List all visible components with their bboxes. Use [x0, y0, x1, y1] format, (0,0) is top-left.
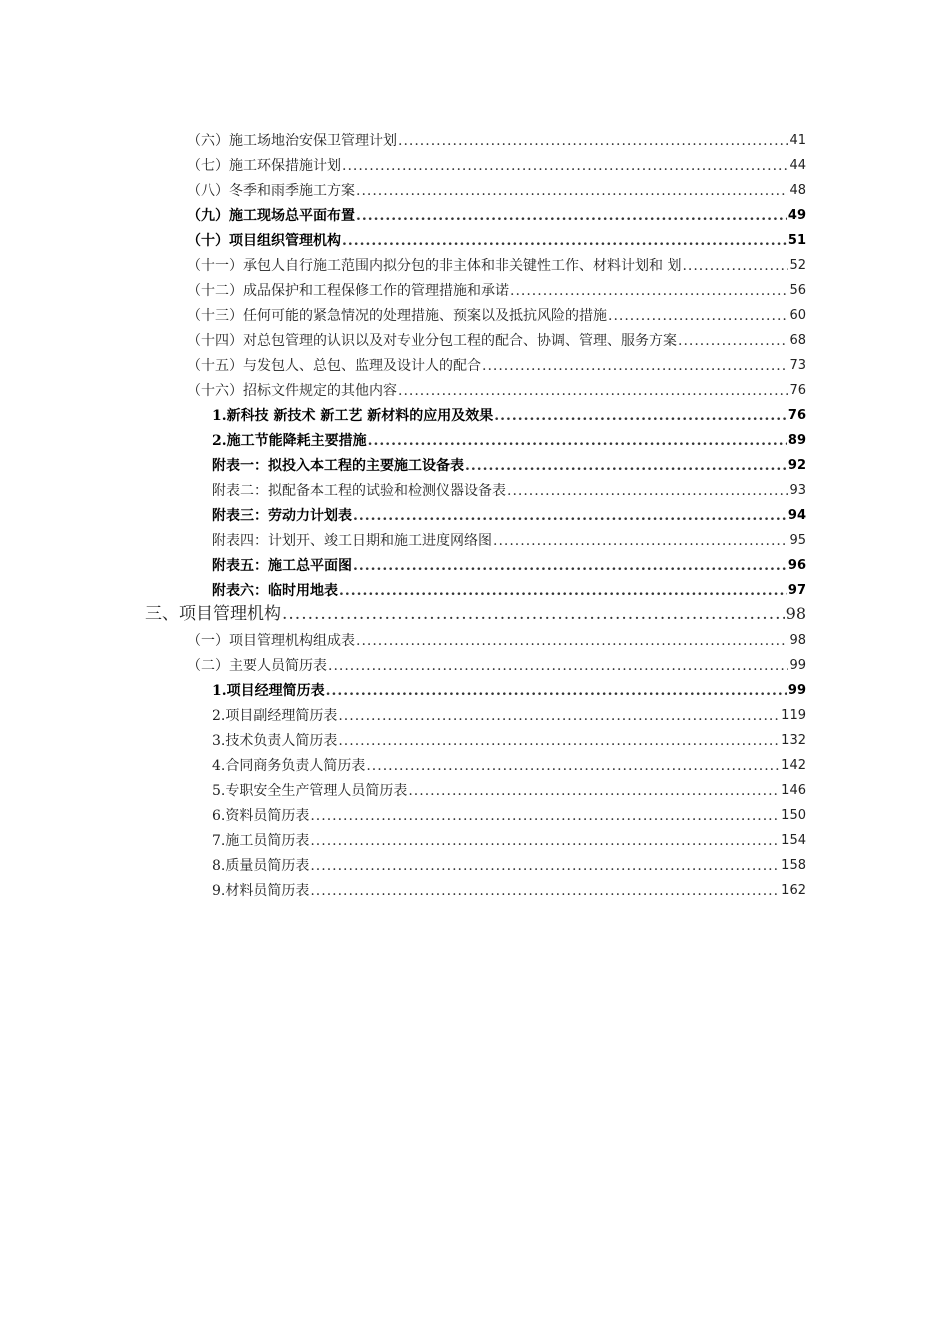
- toc-entry[interactable]: [187, 375, 806, 399]
- toc-entry-label: 附表一：拟投入本工程的主要施工设备表: [212, 458, 464, 474]
- toc-entry[interactable]: [187, 350, 806, 374]
- toc-entry-label: 附表二：拟配备本工程的试验和检测仪器设备表: [212, 483, 506, 499]
- toc-entry-label: （九）施工现场总平面布置: [187, 208, 355, 224]
- toc-entry-page: 73: [789, 358, 806, 373]
- toc-leader: [678, 333, 788, 349]
- toc-leader: [326, 683, 787, 699]
- toc-entry-page: 162: [781, 883, 806, 898]
- toc-entry-label: （七）施工环保措施计划: [187, 158, 341, 174]
- toc-entry-label: 3.技术负责人简历表: [212, 733, 338, 749]
- toc-leader: [398, 133, 788, 149]
- toc-entry[interactable]: [212, 725, 806, 749]
- toc-entry[interactable]: [212, 425, 806, 449]
- toc-entry[interactable]: [212, 675, 806, 699]
- toc-entry[interactable]: [212, 450, 806, 474]
- toc-entry-page: 76: [789, 383, 806, 398]
- toc-leader: [493, 533, 788, 549]
- toc-entry-page: 95: [789, 533, 806, 548]
- toc-leader: [310, 833, 780, 849]
- toc-entry-label: 三、项目管理机构: [145, 604, 281, 624]
- toc-entry-page: 52: [789, 258, 806, 273]
- toc-entry-page: 94: [787, 508, 806, 523]
- toc-leader: [398, 383, 788, 399]
- toc-entry-label: （十五）与发包人、总包、监理及设计人的配合: [187, 358, 481, 374]
- toc-entry-page: 158: [781, 858, 806, 873]
- toc-entry-label: （八）冬季和雨季施工方案: [187, 183, 355, 199]
- toc-entry[interactable]: [187, 225, 806, 249]
- toc-leader: [356, 208, 787, 224]
- toc-entry-page: 60: [789, 308, 806, 323]
- toc-entry-label: 4.合同商务负责人简历表: [212, 758, 366, 774]
- toc-entry[interactable]: [187, 275, 806, 299]
- toc-entry-label: 附表五：施工总平面图: [212, 558, 352, 574]
- toc-leader: [507, 483, 788, 499]
- toc-entry[interactable]: [187, 300, 806, 324]
- toc-entry-page: 56: [789, 283, 806, 298]
- toc-leader: [608, 308, 788, 324]
- toc-leader: [338, 733, 780, 749]
- toc-entry-page: 49: [787, 208, 806, 223]
- toc-entry[interactable]: [212, 550, 806, 574]
- toc-entry-label: （十）项目组织管理机构: [187, 233, 341, 249]
- toc-entry-label: （十三）任何可能的紧急情况的处理措施、预案以及抵抗风险的措施: [187, 308, 607, 324]
- toc-entry-label: 8.质量员简历表: [212, 858, 310, 874]
- toc-entry-page: 89: [787, 433, 806, 448]
- toc-entry-page: 132: [781, 733, 806, 748]
- toc-entry[interactable]: [212, 700, 806, 724]
- toc-entry-page: 96: [787, 558, 806, 573]
- toc-leader: [494, 408, 787, 424]
- toc-leader: [342, 158, 788, 174]
- toc-entry-label: （一）项目管理机构组成表: [187, 633, 355, 649]
- toc-entry[interactable]: [187, 150, 806, 174]
- toc-entry-page: 48: [789, 183, 806, 198]
- toc-entry[interactable]: [212, 575, 806, 599]
- toc-entry[interactable]: [187, 325, 806, 349]
- toc-leader: [356, 183, 788, 199]
- toc-entry-label: （十四）对总包管理的认识以及对专业分包工程的配合、协调、管理、服务方案: [187, 333, 677, 349]
- toc-entry-page: 92: [787, 458, 806, 473]
- toc-entry-page: 99: [787, 683, 806, 698]
- toc-entry-label: 7.施工员简历表: [212, 833, 310, 849]
- toc-entry[interactable]: [212, 775, 806, 799]
- toc-entry-label: （十一）承包人自行施工范围内拟分包的非主体和非关键性工作、材料计划和 划: [187, 258, 682, 274]
- toc-entry-label: （十二）成品保护和工程保修工作的管理措施和承诺: [187, 283, 509, 299]
- toc-leader: [328, 658, 788, 674]
- toc-entry-page: 154: [781, 833, 806, 848]
- toc-entry-page: 99: [789, 658, 806, 673]
- toc-entry[interactable]: [212, 525, 806, 549]
- toc-leader: [682, 258, 788, 274]
- toc-leader: [408, 783, 780, 799]
- toc-leader: [366, 758, 780, 774]
- toc-entry-label: 附表三：劳动力计划表: [212, 508, 352, 524]
- toc-entry[interactable]: [187, 200, 806, 224]
- toc-entry-page: 98: [789, 633, 806, 648]
- toc-entry-page: 44: [789, 158, 806, 173]
- toc-entry[interactable]: [212, 475, 806, 499]
- toc-leader: [282, 604, 785, 624]
- toc-entry[interactable]: [212, 875, 806, 899]
- toc-entry[interactable]: [187, 650, 806, 674]
- toc-entry[interactable]: [187, 125, 806, 149]
- toc-leader: [356, 633, 788, 649]
- toc-entry-label: （二）主要人员简历表: [187, 658, 327, 674]
- toc-leader: [482, 358, 788, 374]
- toc-entry[interactable]: [212, 750, 806, 774]
- toc-entry[interactable]: [187, 175, 806, 199]
- toc-entry-label: 附表六：临时用地表: [212, 583, 338, 599]
- toc-entry-page: 97: [787, 583, 806, 598]
- toc-entry-page: 150: [781, 808, 806, 823]
- toc-leader: [310, 808, 780, 824]
- toc-entry-label: 6.资料员简历表: [212, 808, 310, 824]
- toc-entry-page: 98: [785, 604, 806, 623]
- toc-entry-page: 51: [787, 233, 806, 248]
- toc-entry-label: （六）施工场地治安保卫管理计划: [187, 133, 397, 149]
- toc-entry-label: （十六）招标文件规定的其他内容: [187, 383, 397, 399]
- toc-entry[interactable]: [187, 250, 806, 274]
- toc-entry-label: 2.项目副经理简历表: [212, 708, 338, 724]
- toc-entry[interactable]: [212, 825, 806, 849]
- toc-entry[interactable]: [212, 850, 806, 874]
- toc-leader: [353, 558, 787, 574]
- toc-entry-page: 76: [787, 408, 806, 423]
- toc-entry-label: 9.材料员简历表: [212, 883, 310, 899]
- toc-leader: [368, 433, 787, 449]
- toc-entry[interactable]: [212, 800, 806, 824]
- toc-entry[interactable]: [212, 500, 806, 524]
- toc-entry-page: 142: [781, 758, 806, 773]
- toc-leader: [338, 708, 780, 724]
- toc-entry-page: 93: [789, 483, 806, 498]
- toc-leader: [342, 233, 787, 249]
- toc-leader: [310, 858, 780, 874]
- toc-leader: [339, 583, 787, 599]
- toc-entry-label: 1.项目经理简历表: [212, 683, 325, 699]
- toc-leader: [353, 508, 787, 524]
- toc-entry-label: 附表四：计划开、竣工日期和施工进度网络图: [212, 533, 492, 549]
- toc-leader: [310, 883, 780, 899]
- toc-entry-label: 5.专职安全生产管理人员简历表: [212, 783, 408, 799]
- toc-entry-page: 41: [789, 133, 806, 148]
- toc-entry-page: 68: [789, 333, 806, 348]
- toc-entry[interactable]: [212, 400, 806, 424]
- toc-chapter-entry[interactable]: [145, 598, 806, 624]
- toc-entry-label: 2.施工节能降耗主要措施: [212, 433, 367, 449]
- toc-entry-page: 119: [781, 708, 806, 723]
- toc-leader: [510, 283, 788, 299]
- toc-entry-label: 1.新科技 新技术 新工艺 新材料的应用及效果: [212, 408, 494, 424]
- toc-entry[interactable]: [187, 625, 806, 649]
- toc-entry-page: 146: [781, 783, 806, 798]
- toc-leader: [465, 458, 787, 474]
